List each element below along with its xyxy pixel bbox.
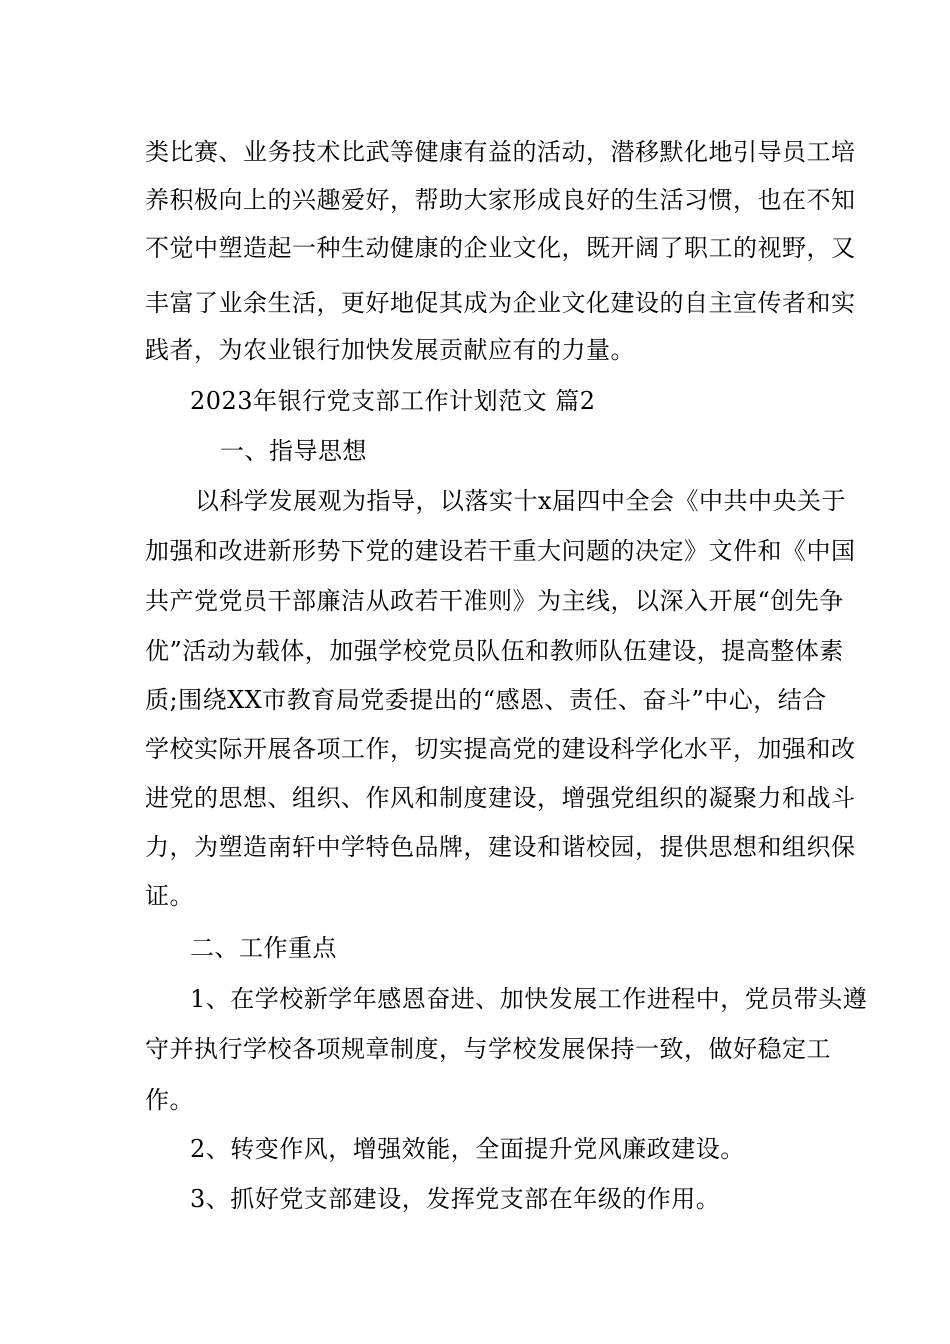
body-text-line: 守并执行学校各项规章制度，与学校发展保持一致，做好稳定工	[145, 1035, 831, 1063]
body-text-line: 质;围绕XX市教育局党委提出的“感恩、责任、奋斗”中心，结合	[145, 686, 827, 714]
body-text-line: 加强和改进新形势下党的建设若干重大问题的决定》文件和《中国	[145, 537, 856, 565]
body-text-line: 进党的思想、组织、作风和制度建设，增强党组织的凝聚力和战斗	[145, 784, 856, 812]
body-text-line: 践者，为农业银行加快发展贡献应有的力量。	[145, 336, 635, 364]
list-item: 2、转变作风，增强效能，全面提升党风廉政建设。	[190, 1135, 745, 1163]
body-text-line: 不觉中塑造起一种生动健康的企业文化，既开阔了职工的视野，又	[145, 234, 856, 262]
body-text-line: 类比赛、业务技术比武等健康有益的活动，潜移默化地引导员工培	[145, 138, 856, 166]
body-text-line: 优”活动为载体，加强学校党员队伍和教师队伍建设，提高整体素	[145, 637, 844, 665]
body-text-line: 作。	[145, 1086, 194, 1114]
body-text-line: 学校实际开展各项工作，切实提高党的建设科学化水平，加强和改	[145, 735, 856, 763]
heading-guiding-ideology: 一、指导思想	[220, 437, 367, 465]
body-text-line: 丰富了业余生活，更好地促其成为企业文化建设的自主宣传者和实	[145, 289, 856, 317]
list-item: 3、抓好党支部建设，发挥党支部在年级的作用。	[190, 1185, 721, 1213]
body-text-line: 养积极向上的兴趣爱好，帮助大家形成良好的生活习惯，也在不知	[145, 186, 856, 214]
body-text-line: 以科学发展观为指导，以落实十x届四中全会《中共中央关于	[195, 487, 847, 515]
heading-work-focus: 二、工作重点	[190, 934, 337, 962]
body-text-line: 共产党党员干部廉洁从政若干准则》为主线，以深入开展“创先争	[145, 587, 844, 615]
section-title: 2023年银行党支部工作计划范文 篇2	[190, 387, 596, 415]
body-text-line: 证。	[145, 882, 194, 910]
body-text-line: 1、在学校新学年感恩奋进、加快发展工作进程中，党员带头遵	[190, 985, 868, 1013]
body-text-line: 力，为塑造南轩中学特色品牌，建设和谐校园，提供思想和组织保	[145, 833, 856, 861]
